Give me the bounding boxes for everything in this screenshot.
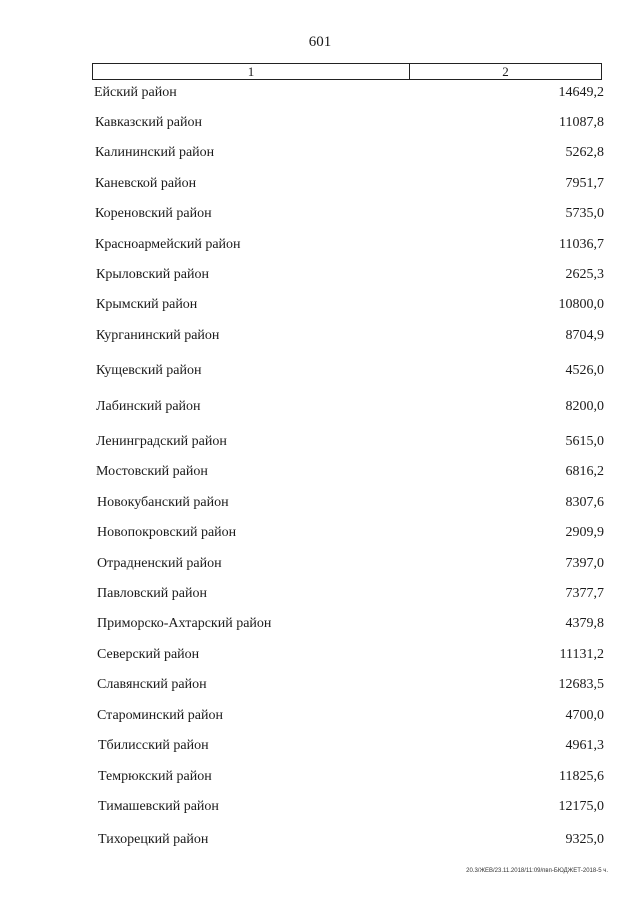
district-value: 11036,7 [559,237,604,252]
table-row [0,462,640,482]
table-row [0,397,640,417]
district-name: Ленинградский район [96,434,227,449]
district-name: Северский район [97,647,200,662]
district-name: Крымский район [96,297,198,312]
district-value: 14649,2 [558,85,604,100]
district-name: Славянский район [97,677,207,692]
table-row [0,767,640,787]
district-value: 5262,8 [565,145,604,160]
district-name: Отрадненский район [97,556,222,571]
district-name: Крыловский район [96,267,209,282]
footer-note: 20.3/ЖЕВ/23.11.2018/11:09/пвп-БЮДЖЕТ-2018-5 ч. [466,868,608,874]
table-row [0,614,640,634]
table-row [0,113,640,133]
district-name: Приморско-Ахтарский район [97,616,272,631]
district-name: Лабинский район [96,399,201,414]
table-row [0,830,640,850]
district-value: 8200,0 [565,399,604,414]
district-name: Ейский район [94,85,177,100]
table-row [0,235,640,255]
district-value: 2625,3 [565,267,604,282]
district-name: Кавказский район [95,115,203,130]
table-row [0,361,640,381]
table-row [0,706,640,726]
table-row [0,736,640,756]
district-name: Калининский район [95,145,215,160]
district-value: 4961,3 [565,738,604,753]
district-name: Кореновский район [95,206,212,221]
district-value: 4700,0 [565,708,604,723]
district-value: 2909,9 [565,525,604,540]
district-value: 7951,7 [565,176,604,191]
district-value: 12683,5 [558,677,604,692]
district-name: Новопокровский район [97,525,237,540]
district-name: Тбилисский район [98,738,209,753]
district-value: 8307,6 [565,495,604,510]
table-row [0,493,640,513]
district-value: 6816,2 [565,464,604,479]
column-header-2: 2 [502,64,509,79]
table-row [0,326,640,346]
table-row [0,295,640,315]
district-name: Тихорецкий район [98,832,209,847]
district-name: Темрюкский район [98,769,212,784]
table-header [92,63,602,80]
district-name: Павловский район [97,586,207,601]
district-value: 11087,8 [559,115,604,130]
district-name: Красноармейский район [95,237,241,252]
table-row [0,143,640,163]
table-row [0,797,640,817]
district-value: 7397,0 [565,556,604,571]
district-name: Тимашевский район [98,799,219,814]
table-row [0,174,640,194]
table-row [0,554,640,574]
table-row [0,645,640,665]
district-name: Староминский район [97,708,223,723]
table-row [0,83,640,103]
district-name: Мостовский район [96,464,208,479]
district-value: 4526,0 [565,363,604,378]
district-value: 5735,0 [565,206,604,221]
table-row [0,523,640,543]
district-name: Курганинский район [96,328,220,343]
table-row [0,584,640,604]
page-number: 601 [308,34,332,50]
district-value: 7377,7 [565,586,604,601]
table-row [0,432,640,452]
district-value: 5615,0 [565,434,604,449]
district-value: 11825,6 [559,769,604,784]
table-row [0,675,640,695]
district-value: 12175,0 [558,799,604,814]
district-value: 9325,0 [565,832,604,847]
district-value: 4379,8 [565,616,604,631]
district-name: Каневской район [95,176,197,191]
district-name: Новокубанский район [97,495,229,510]
district-name: Кущевский район [96,363,202,378]
table-row [0,265,640,285]
table-row [0,204,640,224]
district-value: 10800,0 [558,297,604,312]
district-value: 8704,9 [565,328,604,343]
column-header-1: 1 [93,64,410,79]
district-value: 11131,2 [559,647,604,662]
